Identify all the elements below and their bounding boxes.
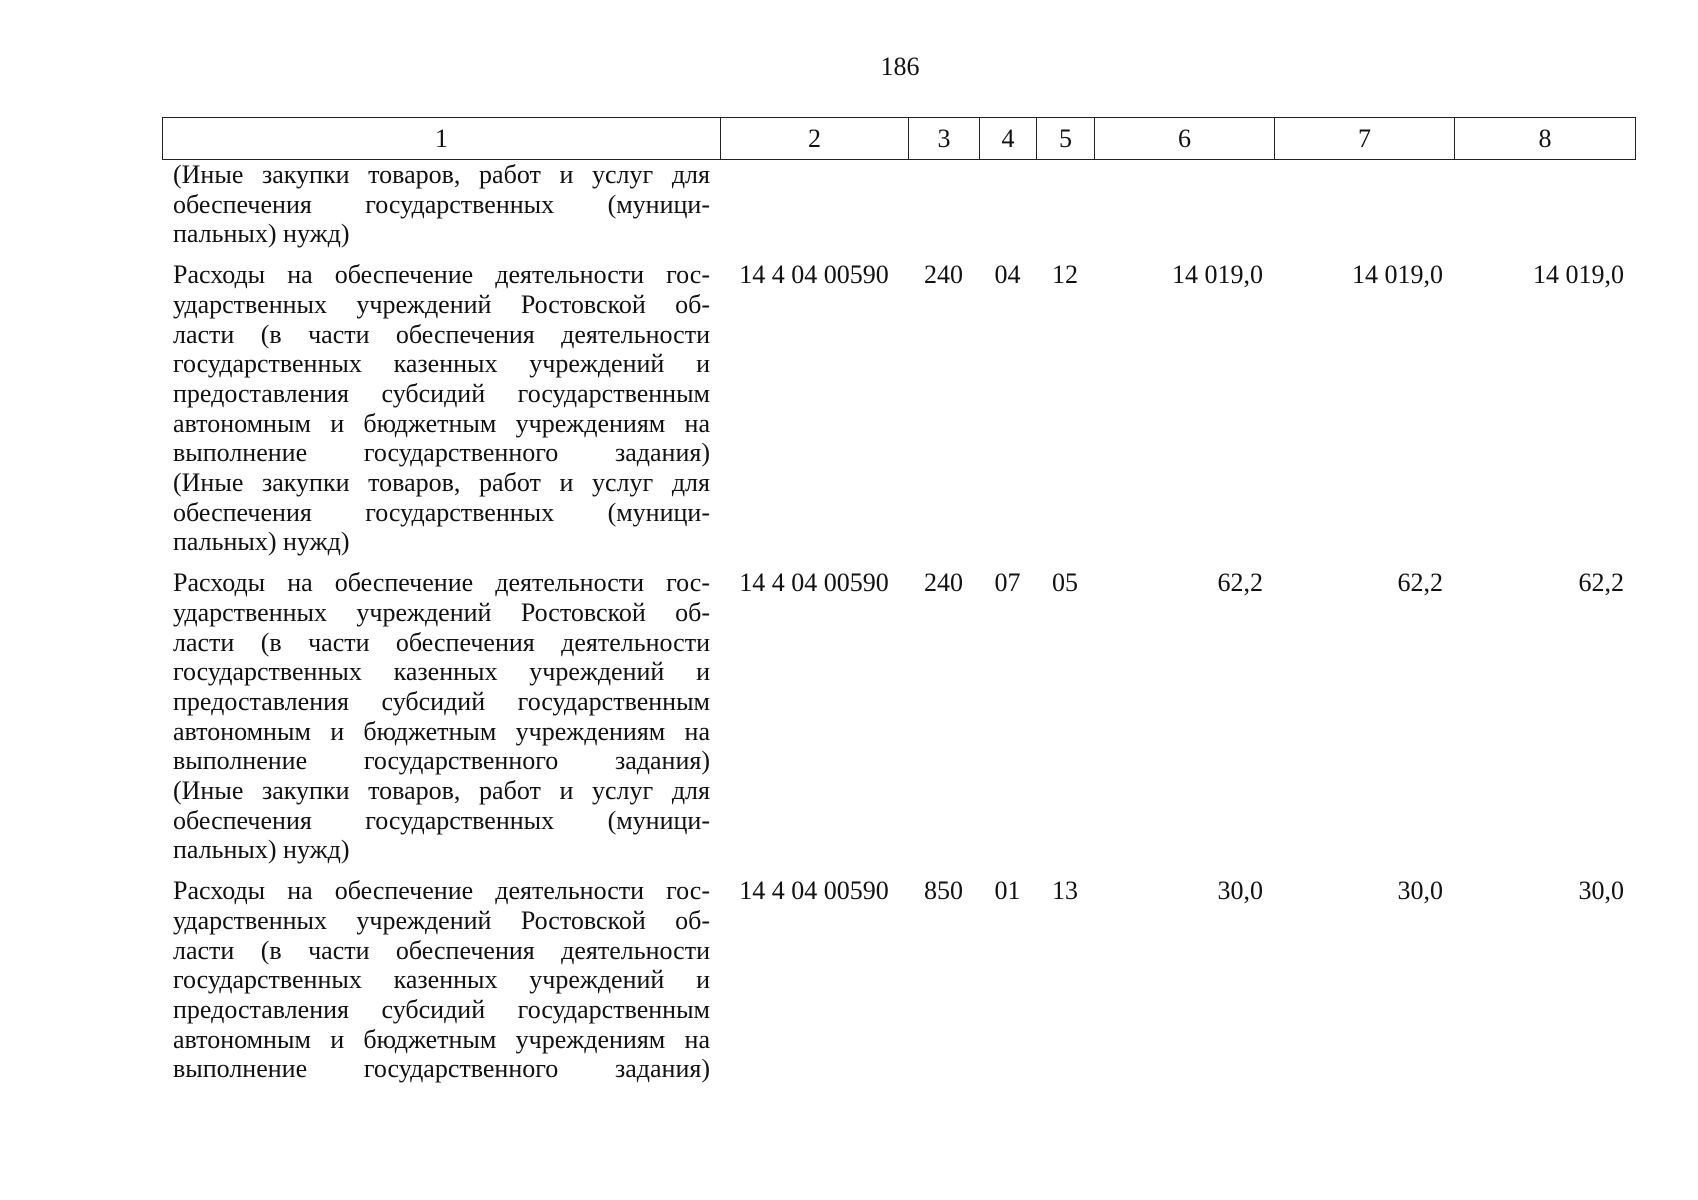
column-header-1: 1 (163, 118, 721, 160)
expense-name-line: (Иные закупки товаров, работ и услуг для (173, 160, 710, 189)
table-row (162, 249, 1635, 557)
expense-name-line: автономным и бюджетным учреждениям на (173, 408, 710, 438)
target-article-code: 14 4 04 00590 (739, 568, 889, 598)
page-number: 186 (880, 52, 920, 81)
amount-year-2: 62,2 (1397, 568, 1443, 598)
amount-year-3 (1454, 160, 1635, 249)
expense-name-line: Расходы на обеспечение деятельности гос- (173, 876, 710, 906)
column-header-4: 4 (980, 118, 1037, 160)
expense-name-line: предоставления субсидий государственным (173, 994, 710, 1024)
expense-name-line: (Иные закупки товаров, работ и услуг для (173, 776, 710, 806)
amount-year-2: 14 019,0 (1352, 260, 1443, 290)
expense-name-line: предоставления субсидий государственным (173, 378, 710, 408)
expense-name-line: ласти (в части обеспечения деятельности (173, 935, 710, 965)
expense-name-line: государственных казенных учреждений и (173, 657, 710, 687)
section-code: 01 (994, 876, 1021, 906)
expense-name-cell (162, 557, 720, 865)
subsection-code: 12 (1052, 260, 1078, 290)
target-article-code: 14 4 04 00590 (739, 876, 889, 906)
expense-name-line: автономным и бюджетным учреждениям на (173, 716, 710, 746)
expense-name-line: обеспечения государственных (муници- (173, 189, 710, 219)
expense-name-line: автономным и бюджетным учреждениям на (173, 1024, 710, 1054)
expense-name-line: предоставления субсидий государственным (173, 686, 710, 716)
amount-year-3: 14 019,0 (1533, 260, 1624, 290)
expense-name-line: Расходы на обеспечение деятельности гос- (173, 568, 710, 598)
expense-name-line: ударственных учреждений Ростовской об- (173, 905, 710, 935)
section-code: 07 (994, 568, 1021, 598)
amount-year-3: 30,0 (1578, 876, 1624, 906)
expense-name-line: пальных) нужд) (173, 527, 350, 557)
expense-name-line: Расходы на обеспечение деятельности гос- (173, 260, 710, 290)
column-header-8: 8 (1455, 118, 1636, 160)
amount-year-1 (1094, 160, 1274, 249)
table-row (162, 557, 1635, 865)
expense-name-line: ударственных учреждений Ростовской об- (173, 597, 710, 627)
amount-year-3: 62,2 (1578, 568, 1624, 598)
expense-name-line: государственных казенных учреждений и (173, 349, 710, 379)
column-header-table (162, 117, 1636, 160)
column-header-7: 7 (1275, 118, 1455, 160)
amount-year-1: 14 019,0 (1172, 260, 1263, 290)
column-number-row (163, 118, 1636, 160)
expense-name-cell (162, 865, 720, 1084)
expense-name-line: выполнение государственного задания) (173, 438, 710, 468)
expense-name-line: (Иные закупки товаров, работ и услуг для (173, 468, 710, 498)
target-article-code (720, 160, 908, 249)
column-header-6: 6 (1095, 118, 1275, 160)
expense-name-line: ласти (в части обеспечения деятельности (173, 319, 710, 349)
expense-name-line: пальных) нужд) (173, 835, 350, 865)
expense-name-line: государственных казенных учреждений и (173, 965, 710, 995)
expense-name-line: обеспечения государственных (муници- (173, 805, 710, 835)
target-article-code: 14 4 04 00590 (739, 260, 889, 290)
section-code (979, 160, 1036, 249)
expense-name-line: выполнение государственного задания) (173, 1054, 710, 1084)
budget-table (162, 160, 1635, 1084)
expense-type-code: 240 (924, 568, 963, 598)
expense-name-line: обеспечения государственных (муници- (173, 497, 710, 527)
table-row (162, 865, 1635, 1084)
expense-name-line: пальных) нужд) (173, 219, 350, 249)
column-header-2: 2 (721, 118, 909, 160)
amount-year-2 (1274, 160, 1454, 249)
expense-type-code: 850 (924, 876, 963, 906)
amount-year-2: 30,0 (1397, 876, 1443, 906)
subsection-code (1036, 160, 1094, 249)
expense-name-line: ласти (в части обеспечения деятельности (173, 627, 710, 657)
expense-name-line: выполнение государственного задания) (173, 746, 710, 776)
table-row (162, 160, 1635, 249)
column-header-3: 3 (909, 118, 980, 160)
amount-year-1: 30,0 (1217, 876, 1263, 906)
amount-year-1: 62,2 (1217, 568, 1263, 598)
subsection-code: 05 (1052, 568, 1078, 598)
section-code: 04 (994, 260, 1021, 290)
expense-type-code (908, 160, 979, 249)
expense-name-cell (162, 249, 720, 557)
expense-name-cell (162, 160, 720, 249)
expense-type-code: 240 (924, 260, 963, 290)
expense-name-line: ударственных учреждений Ростовской об- (173, 289, 710, 319)
subsection-code: 13 (1052, 876, 1078, 906)
column-header-5: 5 (1037, 118, 1095, 160)
